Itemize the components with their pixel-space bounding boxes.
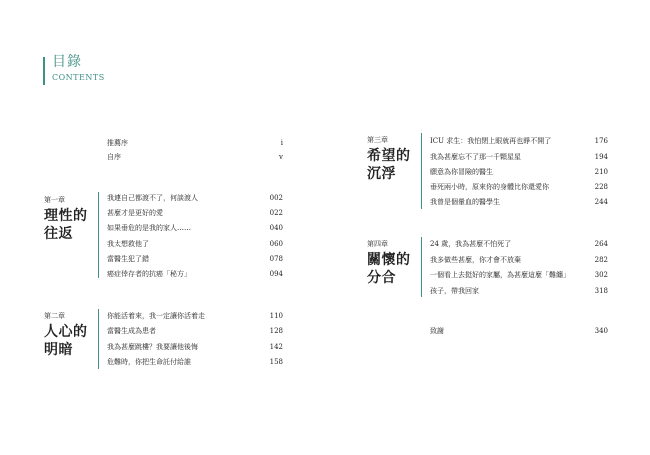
entry-title: 當醫生犯了錯 [107, 255, 149, 263]
entry-title: 我為甚麼忘不了那一千顆星星 [430, 153, 521, 161]
entry-title: 危難時，你把生命託付給誰 [107, 358, 191, 366]
chapter-3-title-line1: 希望的 [367, 148, 411, 164]
entry-title: 致謝 [430, 327, 444, 335]
entry-page: 194 [594, 153, 608, 161]
entry-page: 158 [269, 358, 283, 366]
chapter-4-title-line1: 關懷的 [367, 252, 411, 268]
entry-page: 022 [269, 209, 283, 217]
page-title: 目錄 [52, 54, 82, 70]
chapter-3-divider [421, 133, 422, 209]
chapter-2-title-line1: 人心的 [44, 324, 88, 340]
entry-title: 癌症倖存者的抗癌「秘方」 [107, 270, 191, 278]
entry-page: 078 [269, 255, 283, 263]
entry-title: 當醫生成為患者 [107, 327, 156, 335]
chapter-4-divider [421, 237, 422, 297]
entry-page: 094 [269, 270, 283, 278]
entry-page: 002 [269, 194, 283, 202]
entry-title: 垂死兩小時，原來你的身體比你還愛你 [430, 183, 549, 191]
entry-page: 128 [269, 327, 283, 335]
entry-title: 我連自己都渡不了，何談渡人 [107, 194, 198, 202]
chapter-1-divider [98, 192, 99, 278]
entry-page: v [279, 153, 283, 161]
entry-page: 264 [594, 240, 608, 248]
chapter-1-title-line1: 理性的 [44, 208, 88, 224]
entry-page: 060 [269, 240, 283, 248]
entry-page: 302 [594, 271, 608, 279]
entry-title: 如果垂危的是我的家人…… [107, 224, 191, 232]
chapter-3-title-line2: 沉浮 [367, 166, 396, 182]
entry-page: 110 [269, 312, 283, 320]
chapter-4-title-line2: 分合 [367, 270, 396, 286]
entry-page: 244 [594, 198, 608, 206]
entry-title: 推薦序 [107, 139, 128, 147]
entry-page: 040 [269, 224, 283, 232]
entry-title: 自序 [107, 153, 121, 161]
chapter-1-number: 第一章 [44, 196, 65, 204]
entry-page: 282 [594, 256, 608, 264]
entry-page: 340 [594, 327, 608, 335]
entry-page: 210 [594, 168, 608, 176]
entry-title: 我太想救他了 [107, 240, 149, 248]
entry-page: 176 [594, 137, 608, 145]
chapter-4-number: 第四章 [367, 240, 388, 248]
entry-page: 318 [594, 287, 608, 295]
entry-title: 願意為你冒險的醫生 [430, 168, 493, 176]
entry-title: 我多做些甚麼，你才會不放棄 [430, 256, 521, 264]
chapter-2-title-line2: 明暗 [44, 342, 73, 358]
entry-title: 我為甚麼跳樓？我要讓他後悔 [107, 343, 198, 351]
page-subtitle: CONTENTS [52, 73, 105, 82]
entry-title: 甚麼才是更好的愛 [107, 209, 163, 217]
entry-title: 一個看上去挺好的家屬，為甚麼這麼「難纏」 [430, 271, 570, 279]
chapter-3-number: 第三章 [367, 136, 388, 144]
entry-title: 24 歲，我為甚麼不怕死了 [430, 240, 512, 248]
entry-title: 你能活着來，我一定讓你活着走 [107, 312, 205, 320]
entry-title: 我曾是個暈血的醫學生 [430, 198, 500, 206]
chapter-2-number: 第二章 [44, 312, 65, 320]
entry-page: 228 [594, 183, 608, 191]
entry-page: 142 [269, 343, 283, 351]
chapter-1-title-line2: 往返 [44, 226, 73, 242]
chapter-2-divider [98, 309, 99, 369]
title-accent-bar [43, 57, 45, 85]
entry-title: 孩子，帶我回家 [430, 287, 479, 295]
entry-title: ICU 求生：我怕閉上眼就再也睜不開了 [430, 137, 552, 145]
entry-page: i [280, 139, 283, 147]
